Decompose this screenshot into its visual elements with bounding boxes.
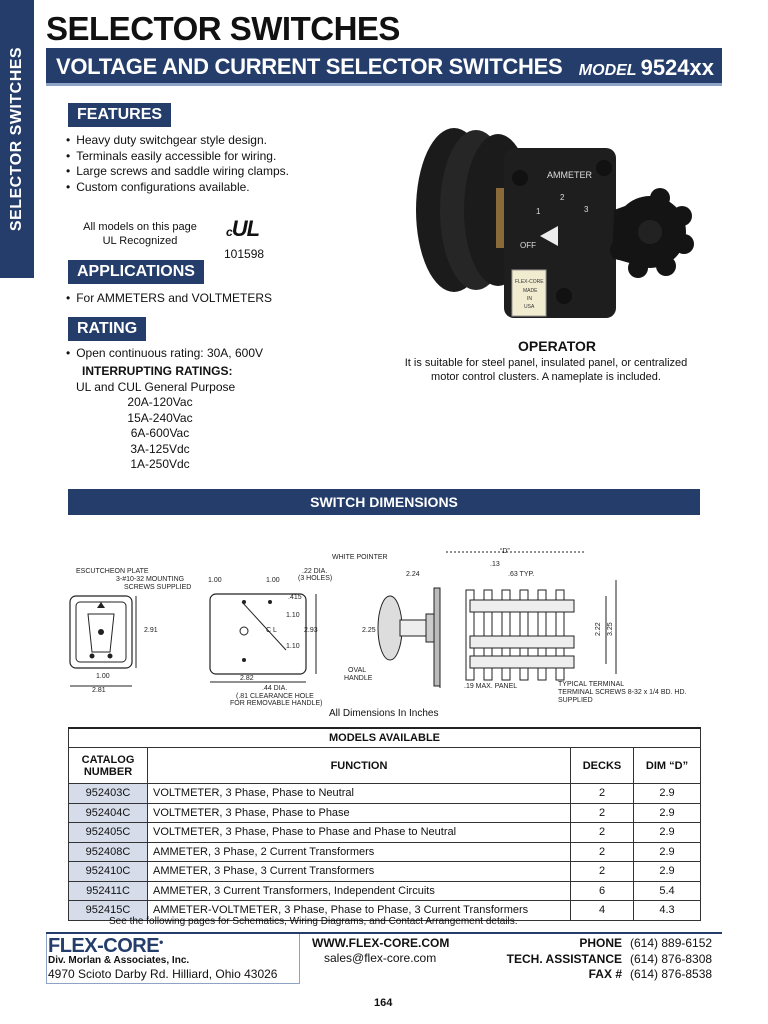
dimensions-heading: SWITCH DIMENSIONS	[68, 489, 700, 515]
dim-label: SUPPLIED	[558, 697, 593, 704]
nameplate-line: USA	[524, 304, 535, 310]
col-function: FUNCTION	[148, 748, 571, 784]
side-tab-label: SELECTOR SWITCHES	[8, 46, 25, 232]
col-header-line: CATALOG	[81, 753, 135, 766]
email-link[interactable]: sales@flex-core.com	[324, 951, 437, 965]
dim-label: ESCUTCHEON PLATE	[76, 568, 149, 575]
fax-label: FAX #	[588, 967, 622, 981]
logo-mark: •	[159, 935, 163, 949]
models-table	[68, 727, 701, 921]
dim-label: “D”	[500, 548, 510, 555]
function-cell: VOLTMETER, 3 Phase, Phase to Neutral	[148, 784, 571, 804]
dim-label: 2.81	[92, 687, 106, 694]
dim-cell: 2.9	[634, 803, 701, 823]
function-cell: AMMETER, 3 Phase, 3 Current Transformers	[148, 862, 571, 882]
front-view-drawing	[70, 568, 191, 694]
dim-label: TYPICAL TERMINAL	[558, 681, 625, 688]
catalog-cell: 952411C	[69, 881, 148, 901]
contact-labels	[460, 936, 622, 983]
dim-label: 2.91	[144, 627, 158, 634]
decks-cell: 2	[571, 803, 634, 823]
catalog-cell: 952408C	[69, 842, 148, 862]
dim-cell: 2.9	[634, 784, 701, 804]
dim-label: .415	[288, 594, 302, 601]
ul-note-line: UL Recognized	[102, 235, 178, 247]
ul-note-line: All models on this page	[83, 221, 197, 233]
model-label: MODEL	[578, 62, 637, 79]
position-label: 1	[536, 207, 541, 216]
page-title: SELECTOR SWITCHES	[46, 10, 400, 47]
catalog-cell: 952404C	[69, 803, 148, 823]
operator-line: It is suitable for steel panel, insulated panel, or centralized	[404, 357, 688, 369]
fax-number: (614) 876-8538	[630, 967, 713, 981]
rating-value: 6A-600Vac	[130, 426, 190, 440]
applications-heading: APPLICATIONS	[68, 260, 204, 284]
nameplate-line: FLEX-CORE	[515, 279, 544, 285]
tech-number[interactable]: (614) 876-8308	[630, 951, 713, 966]
page-number: 164	[374, 997, 393, 1009]
ul-file-number: 101598	[224, 247, 265, 261]
interrupting-heading: INTERRUPTING RATINGS:	[82, 364, 233, 378]
model-number	[579, 55, 714, 81]
col-header-line: NUMBER	[83, 765, 133, 778]
ul-logo-main: UL	[231, 216, 260, 241]
operator-description	[376, 356, 716, 384]
rating-heading: RATING	[68, 317, 146, 341]
operator-line: motor control clusters. A nameplate is included.	[431, 371, 661, 383]
dim-label: OVAL	[348, 667, 367, 674]
dim-cell: 2.9	[634, 823, 701, 843]
company-division: Div. Morlan & Associates, Inc.	[48, 955, 190, 966]
rating-value: 3A-125Vdc	[130, 441, 190, 456]
table-note: See the following pages for Schematics, Wiring Diagrams, and Contact Arrangement details.	[109, 916, 518, 927]
col-dim: DIM “D”	[634, 748, 701, 784]
dim-label: HANDLE	[344, 675, 373, 682]
website-link[interactable]: WWW.FLEX-CORE.COM	[312, 936, 450, 950]
col-catalog	[69, 748, 148, 784]
function-cell: AMMETER-VOLTMETER, 3 Phase, Phase to Phase, 3 Current Transformers	[148, 901, 571, 921]
side-tab	[0, 0, 34, 278]
applications-list	[66, 291, 272, 307]
nameplate-line: MADE	[523, 288, 538, 294]
dim-cell: 4.3	[634, 901, 701, 921]
table-row	[69, 823, 701, 843]
decks-cell: 6	[571, 881, 634, 901]
company-logo-text: FLEX-CORE	[48, 935, 160, 957]
list-item: • Terminals easily accessible for wiring.	[66, 149, 289, 165]
model-value: 9524xx	[640, 55, 714, 80]
phone-label: PHONE	[579, 936, 622, 950]
rating-value: 1A-250Vdc	[130, 457, 190, 471]
function-cell: VOLTMETER, 3 Phase, Phase to Phase and Phase to Neutral	[148, 823, 571, 843]
panel-cutout-drawing	[208, 568, 332, 707]
table-row	[69, 881, 701, 901]
operator-heading: OPERATOR	[518, 338, 597, 354]
phone-number[interactable]: (614) 889-6152	[630, 936, 713, 950]
dim-label: FOR REMOVABLE HANDLE)	[230, 700, 323, 707]
table-row	[69, 862, 701, 882]
title-banner	[46, 48, 722, 86]
product-photo	[414, 118, 716, 328]
dim-label: 3-#10-32 MOUNTING	[116, 576, 185, 583]
contact-numbers	[630, 936, 712, 983]
dim-label: .63 TYP.	[508, 571, 535, 578]
table-row	[69, 784, 701, 804]
nameplate-line: IN	[527, 296, 532, 302]
col-decks: DECKS	[571, 748, 634, 784]
dim-cell: 2.9	[634, 842, 701, 862]
rating-value: 20A-120Vac	[127, 395, 193, 409]
list-item: • Open continuous rating: 30A, 600V	[66, 346, 263, 362]
dim-label: 1.10	[286, 643, 300, 650]
dimensions-note: All Dimensions In Inches	[329, 708, 439, 719]
dim-label: 2.82	[240, 675, 254, 682]
function-cell: VOLTMETER, 3 Phase, Phase to Phase	[148, 803, 571, 823]
side-view-drawing	[332, 548, 687, 704]
dim-label: 2.25	[362, 627, 376, 634]
dim-label: 3.25	[607, 622, 614, 636]
decks-cell: 2	[571, 842, 634, 862]
catalog-cell: 952410C	[69, 862, 148, 882]
dim-cell: 2.9	[634, 862, 701, 882]
list-item: • Custom configurations available.	[66, 180, 289, 196]
rating-list	[66, 346, 263, 362]
position-label: 2	[560, 193, 565, 202]
features-list	[66, 133, 289, 195]
list-item: • For AMMETERS and VOLTMETERS	[66, 291, 272, 307]
ul-logo	[226, 216, 259, 242]
list-item: • Large screws and saddle wiring clamps.	[66, 164, 289, 180]
catalog-cell: 952415C	[69, 901, 148, 921]
dimension-drawings	[66, 540, 726, 715]
dim-label: 1.00	[266, 577, 280, 584]
catalog-cell: 952403C	[69, 784, 148, 804]
decks-cell: 2	[571, 862, 634, 882]
dim-label: (3 HOLES)	[298, 575, 333, 582]
banner-title: VOLTAGE AND CURRENT SELECTOR SWITCHES	[56, 54, 563, 79]
dim-label: TERMINAL SCREWS 8-32 x 1/4 BD. HD.	[558, 689, 687, 696]
dim-cell: 5.4	[634, 881, 701, 901]
dim-label: .19 MAX. PANEL	[464, 683, 518, 690]
dim-label: WHITE POINTER	[332, 554, 388, 561]
ul-logo-c: c	[226, 225, 232, 239]
ul-note	[66, 220, 214, 248]
dim-label: SCREWS SUPPLIED	[124, 584, 192, 591]
function-cell: AMMETER, 3 Current Transformers, Independent Circuits	[148, 881, 571, 901]
dim-label: 1.00	[96, 673, 110, 680]
dim-label: 2.24	[406, 571, 420, 578]
dim-label: 1.10	[286, 612, 300, 619]
dim-label: C L	[266, 627, 277, 634]
dim-label: .13	[490, 561, 500, 568]
position-label: OFF	[520, 241, 536, 250]
position-label: 3	[584, 205, 589, 214]
dim-label: (.81 CLEARANCE HOLE	[236, 693, 314, 700]
rating-purpose: UL and CUL General Purpose	[76, 380, 236, 394]
plate-label: AMMETER	[547, 170, 592, 180]
dim-label: 1.00	[208, 577, 222, 584]
company-address: 4970 Scioto Darby Rd. Hilliard, Ohio 43026	[48, 967, 278, 981]
table-row	[69, 842, 701, 862]
table-row	[69, 803, 701, 823]
dim-label: 2.22	[595, 622, 602, 636]
decks-cell: 4	[571, 901, 634, 921]
decks-cell: 2	[571, 823, 634, 843]
dim-label: .22 DIA.	[302, 568, 328, 575]
table-caption: MODELS AVAILABLE	[69, 728, 701, 748]
catalog-cell: 952405C	[69, 823, 148, 843]
knob-handle	[610, 188, 694, 278]
rating-value: 15A-240Vac	[127, 410, 193, 425]
terminal-decks	[466, 590, 574, 680]
rating-values	[100, 395, 220, 473]
decks-cell: 2	[571, 784, 634, 804]
tech-label: TECH. ASSISTANCE	[506, 951, 622, 966]
dim-label: .44 DIA.	[262, 685, 288, 692]
features-heading: FEATURES	[68, 103, 171, 127]
list-item: • Heavy duty switchgear style design.	[66, 133, 289, 149]
function-cell: AMMETER, 3 Phase, 2 Current Transformers	[148, 842, 571, 862]
dim-label: 2.93	[304, 627, 318, 634]
